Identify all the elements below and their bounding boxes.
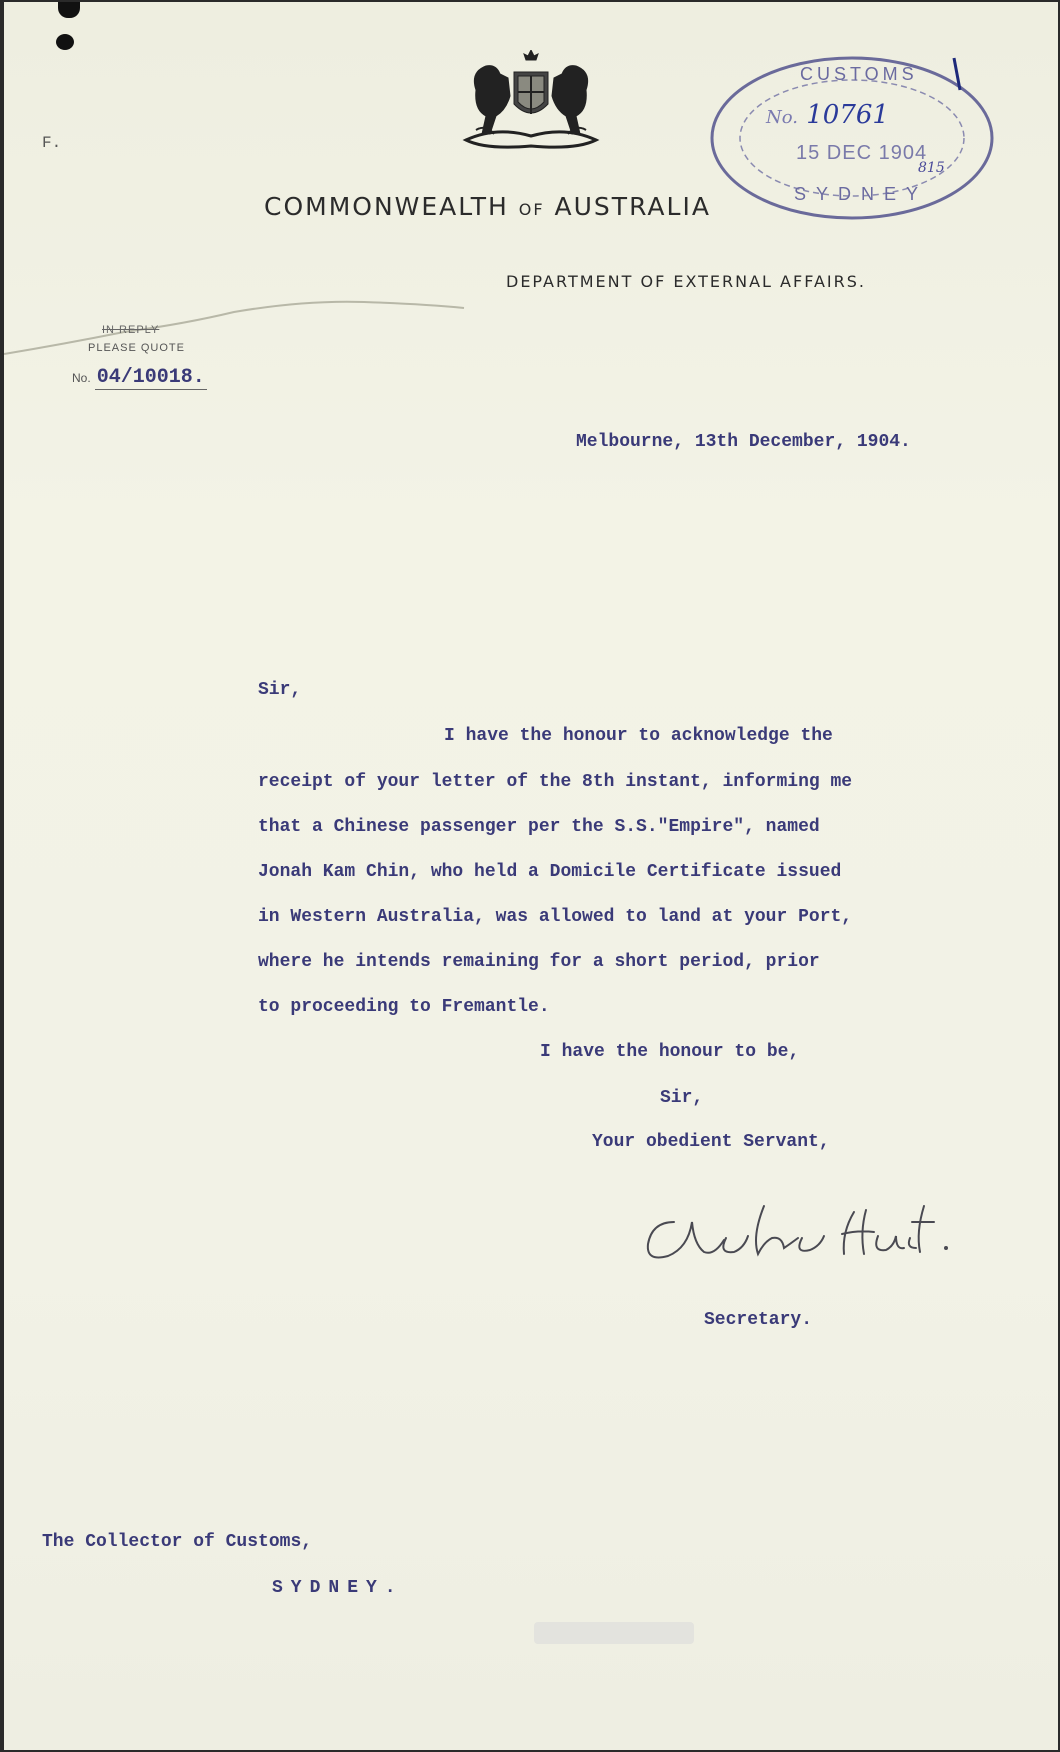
date-line: Melbourne, 13th December, 1904. <box>576 432 911 452</box>
stamp-number-value: 10761 <box>806 100 889 130</box>
body-line: receipt of your letter of the 8th instant, informing me <box>258 772 853 792</box>
salutation: Sir, <box>258 680 302 700</box>
closing-line: I have the honour to be, <box>540 1042 800 1062</box>
closing-sir: Sir, <box>660 1088 704 1108</box>
body-line: that a Chinese passenger per the S.S."Empire", named <box>258 817 820 837</box>
faint-impression <box>534 1622 694 1644</box>
stamp-bottom-text: SYDNEY <box>794 184 929 204</box>
letterhead-title-country: AUSTRALIA <box>554 192 711 221</box>
letter-page <box>4 2 1058 1750</box>
letterhead-title <box>264 192 711 221</box>
closing-servant: Your obedient Servant, <box>592 1132 830 1152</box>
stamp-time-note: 815 <box>918 160 945 176</box>
body-line: to proceeding to Fremantle. <box>258 997 550 1017</box>
reference-no-value: 04/10018. <box>96 366 205 389</box>
reference-no-label: No. <box>72 371 91 385</box>
body-line: where he intends remaining for a short period, prior <box>258 952 820 972</box>
coat-of-arms-icon <box>456 50 606 154</box>
file-mark: F. <box>42 134 62 152</box>
stamp-number-prefix: No. <box>766 107 798 128</box>
addressee-city: SYDNEY. <box>272 1578 404 1598</box>
addressee-name: The Collector of Customs, <box>42 1532 313 1552</box>
handwritten-signature <box>634 1192 954 1272</box>
signatory-title: Secretary. <box>704 1310 813 1330</box>
customs-received-stamp <box>704 50 1000 226</box>
reply-label: IN REPLY <box>102 324 160 336</box>
stamp-date: 15 DEC 1904 <box>796 142 928 164</box>
torn-paper-edge <box>4 292 474 362</box>
reference-number <box>72 366 207 389</box>
quote-label: PLEASE QUOTE <box>88 342 185 354</box>
department-name: DEPARTMENT OF EXTERNAL AFFAIRS. <box>506 272 866 291</box>
letterhead-title-main: COMMONWEALTH <box>264 192 509 221</box>
body-line: I have the honour to acknowledge the <box>444 726 833 746</box>
watermark <box>4 582 1058 675</box>
stamp-top-text: CUSTOMS <box>800 64 918 84</box>
letterhead-title-of: OF <box>518 200 545 219</box>
body-line: in Western Australia, was allowed to land at your Port, <box>258 907 853 927</box>
ink-mark <box>58 2 80 18</box>
ink-mark <box>56 34 74 50</box>
body-line: Jonah Kam Chin, who held a Domicile Certificate issued <box>258 862 842 882</box>
stamp-number <box>766 100 889 130</box>
